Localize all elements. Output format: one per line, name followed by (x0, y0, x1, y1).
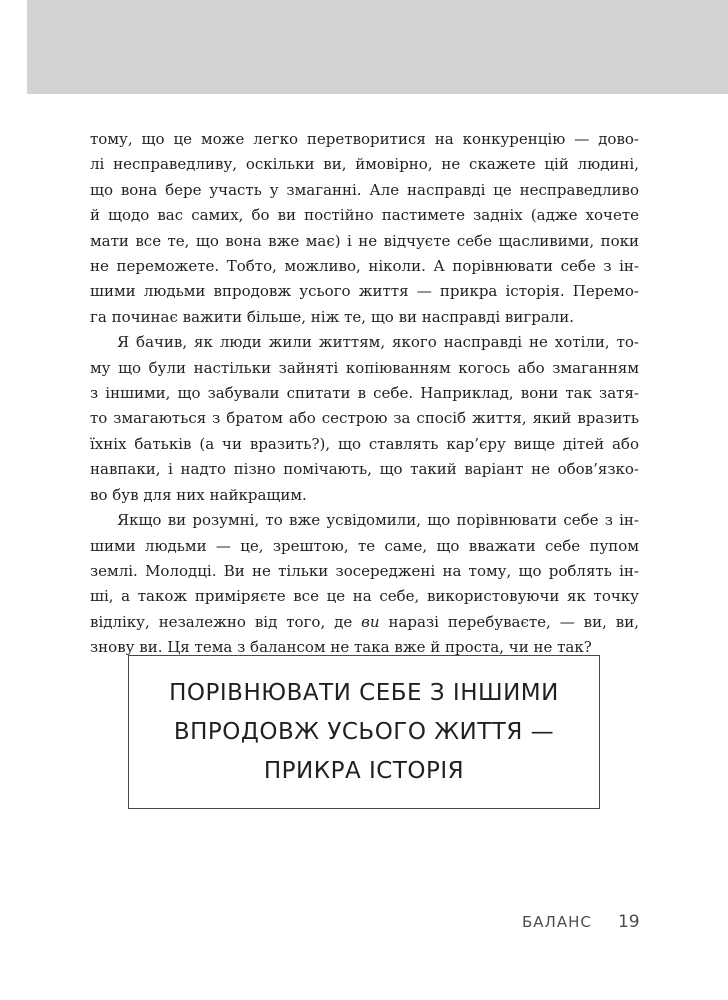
text-line: знову ви. Ця тема з балансом не така вже й проста, чи не так? (90, 638, 592, 657)
text-line: Якщо ви розумні, то вже усвідомили, що порівнювати себе з ін- (117, 511, 639, 530)
italic-emphasis: ви (361, 612, 380, 631)
text-line: мати все те, що вона вже має) і не відчуєте себе щасливими, поки (90, 231, 639, 250)
text-line: навпаки, і надто пізно помічають, що такий варіант не обов’язко- (90, 460, 639, 479)
text-line: му що були настільки зайняті копіюванням когось або змаганням (90, 358, 639, 377)
text-line: що вона бере участь у змаганні. Але насправді це несправедливо (90, 180, 639, 199)
text-line: землі. Молодці. Ви не тільки зосереджені на тому, що роблять ін- (90, 561, 639, 580)
text-line: тому, що це може легко перетворитися на конкуренцію — дово- (90, 130, 639, 148)
pull-quote-line: ПРИКРА ІСТОРІЯ (263, 757, 465, 784)
text-line: й щодо вас самих, бо ви постійно пастимете задніх (адже хочете (90, 206, 639, 225)
text-line: то змагаються з братом або сестрою за спосіб життя, який вразить (90, 409, 639, 428)
text-line: шими людьми впродовж усього життя — прикра історія. Перемо- (90, 282, 639, 301)
text-line: з іншими, що забували спитати в себе. Наприклад, вони так затя- (90, 384, 639, 403)
text-line: їхніх батьків (а чи вразить?), що ставлять кар’єру вище дітей або (90, 434, 639, 453)
text-line: лі несправедливу, оскільки ви, ймовірно, не скажете цій людині, (90, 155, 639, 174)
text-line: не переможете. Тобто, можливо, ніколи. А порівнювати себе з ін- (90, 257, 639, 276)
body-text (90, 127, 639, 661)
text-segment: відліку, незалежно від того, де (90, 612, 362, 631)
pull-quote-line: ВПРОДОВЖ УСЬОГО ЖИТТЯ — (173, 718, 555, 745)
text-line: Я бачив, як люди жили життям, якого насправді не хотіли, то- (117, 333, 639, 352)
text-line: ші, а також приміряєте все це на себе, використовуючи як точку (90, 587, 639, 606)
header-band (27, 0, 728, 94)
page-number: 19 (617, 912, 640, 932)
paragraph-2 (90, 330, 639, 508)
pull-quote-box (128, 655, 600, 809)
text-line (90, 610, 639, 635)
text-line: га починає важити більше, ніж те, що ви насправді виграли. (90, 307, 575, 326)
paragraph-3 (90, 508, 639, 660)
paragraph-1 (90, 127, 639, 330)
text-line: шими людьми — це, зрештою, те саме, що вважати себе пупом (90, 536, 639, 555)
text-segment: наразі перебуваєте, — ви, ви, (379, 612, 639, 631)
text-line: во був для них найкращим. (90, 485, 307, 504)
page-footer (522, 912, 640, 932)
running-footer-section: БАЛАНС (522, 913, 592, 931)
pull-quote-line: ПОРІВНЮВАТИ СЕБЕ З ІНШИМИ (169, 679, 559, 706)
